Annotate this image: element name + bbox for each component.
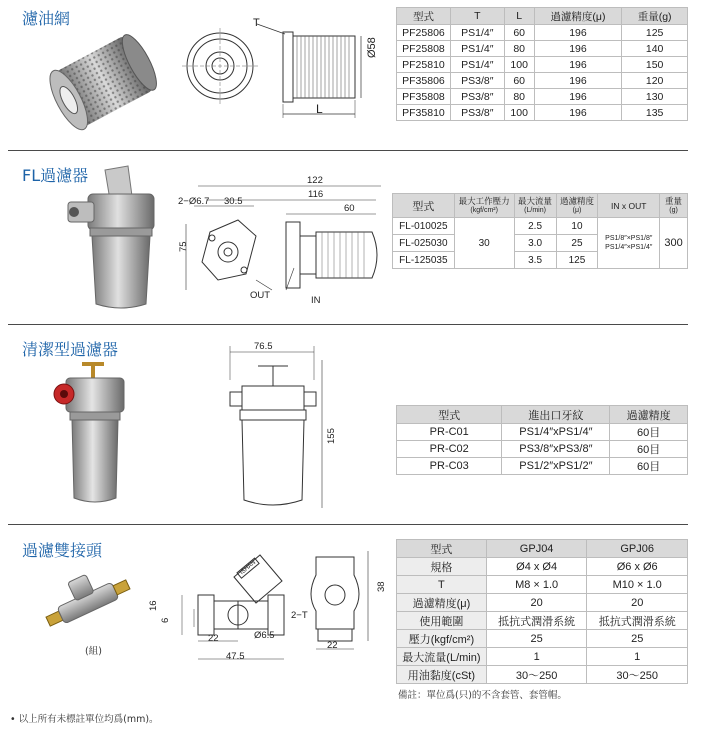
table-cell: 130 (622, 89, 688, 105)
table-row (397, 630, 688, 648)
table-cell: PF25810 (397, 57, 451, 73)
dim-22b: 22 (327, 640, 338, 651)
table-row (397, 105, 688, 121)
table-cell: 80 (504, 89, 534, 105)
table-cell: 1 (486, 648, 587, 666)
table-cell: 60目 (610, 424, 688, 441)
header-weight: 重量 (665, 195, 683, 206)
dim-38: 38 (376, 581, 387, 592)
header-cell: 型式 (393, 194, 455, 218)
double-joint-drawing (168, 545, 388, 665)
header-flow: 最大流量 (518, 195, 553, 206)
table-cell: M8 × 1.0 (486, 576, 587, 594)
table-cell: 20 (587, 594, 688, 612)
dim-6: 6 (160, 617, 171, 623)
dim-155: 155 (326, 428, 337, 444)
table-cell: 用油黏度(cSt) (397, 666, 487, 684)
header-cell (454, 194, 514, 218)
header-cell: 過濾精度(μ) (534, 8, 622, 25)
header-cell: L (504, 8, 534, 25)
table-cell: 60 (504, 25, 534, 41)
header-cell: GPJ06 (587, 540, 688, 558)
dim-75: 75 (178, 241, 189, 252)
dim-22a: 22 (208, 633, 219, 644)
table-cell: PS3/8″ (450, 105, 504, 121)
section-divider (8, 324, 688, 325)
header-cell: 型式 (397, 540, 487, 558)
table-cell: 196 (534, 57, 622, 73)
table-cell: 30 (454, 218, 514, 269)
header-cell: 過濾精度 (610, 406, 688, 424)
dim-diameter: Ø58 (366, 37, 378, 58)
table-cell: 抵抗式潤滑系統 (486, 612, 587, 630)
header-pressure-unit: (kgf/cm²) (470, 206, 498, 214)
table-cell: 120 (622, 73, 688, 89)
table-cell: PS1/4″ (450, 25, 504, 41)
table-cell: Ø6 x Ø6 (587, 558, 688, 576)
oil-strainer-spec-table (396, 7, 688, 121)
table-cell: 抵抗式潤滑系統 (587, 612, 688, 630)
inout-line-1: PS1/8″×PS1/8″ (605, 235, 653, 242)
table-cell: 25 (556, 235, 598, 252)
table-cell: 80 (504, 41, 534, 57)
table-cell: PS1/4″xPS1/4″ (502, 424, 610, 441)
header-precision-unit: (μ) (572, 206, 582, 214)
dim-76-5: 76.5 (254, 341, 273, 352)
table-row (397, 558, 688, 576)
table-cell: PS3/8″ (450, 89, 504, 105)
table-cell: 60目 (610, 458, 688, 475)
clean-filter-spec-table (396, 405, 688, 475)
table-row (397, 73, 688, 89)
table-cell: 196 (534, 73, 622, 89)
table-row (397, 424, 688, 441)
table-cell: PS1/2″xPS1/2″ (502, 458, 610, 475)
table-cell: 125 (622, 25, 688, 41)
table-cell: 30～250 (587, 666, 688, 684)
oil-strainer-front-view (182, 28, 262, 108)
table-row (397, 25, 688, 41)
oil-strainer-photo (30, 28, 180, 138)
footnote: • 以上所有未標註單位均爲(mm)。 (10, 714, 159, 725)
double-joint-photo (38, 568, 138, 638)
table-cell: PF25806 (397, 25, 451, 41)
clean-filter-drawing (222, 340, 332, 520)
header-cell: IN x OUT (598, 194, 660, 218)
section-title-clean-filter: 清潔型過濾器 (22, 340, 119, 359)
header-cell (514, 194, 556, 218)
table-cell: 150 (622, 57, 688, 73)
table-cell: 125 (556, 252, 598, 269)
table-cell: 196 (534, 25, 622, 41)
table-row (393, 218, 688, 235)
table-cell: 196 (534, 89, 622, 105)
table-cell: PF35810 (397, 105, 451, 121)
double-joint-spec-table (396, 539, 688, 684)
table-cell: PR-C01 (397, 424, 502, 441)
table-row (397, 594, 688, 612)
table-cell: 3.5 (514, 252, 556, 269)
table-cell: PF25808 (397, 41, 451, 57)
table-row (397, 441, 688, 458)
table-cell: 規格 (397, 558, 487, 576)
section-title-oil-strainer: 濾油網 (22, 9, 71, 28)
dim-l: L (316, 102, 323, 116)
section-divider (8, 150, 688, 151)
clean-filter-photo (48, 360, 138, 510)
table-cell: 140 (622, 41, 688, 57)
table-cell: 壓力(kgf/cm²) (397, 630, 487, 648)
header-cell: T (450, 8, 504, 25)
header-flow-unit: (L/min) (524, 206, 546, 214)
table-cell: PS3/8″xPS3/8″ (502, 441, 610, 458)
table-cell: 過濾精度(μ) (397, 594, 487, 612)
header-cell: 型式 (397, 8, 451, 25)
table-cell: 100 (504, 57, 534, 73)
header-weight-unit: (g) (669, 206, 678, 214)
table-cell: 196 (534, 105, 622, 121)
table-cell: 2.5 (514, 218, 556, 235)
table-cell: 60 (504, 73, 534, 89)
dim-hole: 2−Ø6.7 (178, 196, 210, 207)
table-cell: M10 × 1.0 (587, 576, 688, 594)
table-cell: 3.0 (514, 235, 556, 252)
label-out: OUT (250, 290, 271, 301)
section-divider (8, 524, 688, 525)
dim-16: 16 (148, 600, 159, 611)
table-cell: PS3/8″ (450, 73, 504, 89)
dim-30-5: 30.5 (224, 196, 243, 207)
table-cell: Ø4 x Ø4 (486, 558, 587, 576)
table-cell: T (397, 576, 487, 594)
table-row (397, 57, 688, 73)
table-row (397, 576, 688, 594)
dim-t: T (253, 17, 260, 29)
section-title-double-joint: 過濾雙接頭 (22, 541, 103, 560)
header-cell (660, 194, 688, 218)
table-cell: 10 (556, 218, 598, 235)
table-cell: 25 (486, 630, 587, 648)
table-cell: FL-010025 (393, 218, 455, 235)
dim-60: 60 (344, 203, 355, 214)
section-title-fl-filter: FL過濾器 (22, 166, 89, 185)
header-pressure: 最大工作壓力 (458, 195, 510, 206)
fl-filter-photo (60, 166, 170, 316)
brand-label: ISHAN (236, 557, 260, 579)
table-cell: 135 (622, 105, 688, 121)
table-cell: 30～250 (486, 666, 587, 684)
table-row (397, 41, 688, 57)
dim-116: 116 (308, 189, 324, 200)
header-cell: 型式 (397, 406, 502, 424)
table-row (397, 612, 688, 630)
table-cell: PF35808 (397, 89, 451, 105)
dim-122: 122 (307, 175, 323, 186)
table-row (397, 666, 688, 684)
table-row (397, 89, 688, 105)
label-in: IN (311, 295, 321, 306)
fl-filter-spec-table (392, 193, 688, 269)
table-cell: 60目 (610, 441, 688, 458)
dim-47-5: 47.5 (226, 651, 245, 662)
header-cell (556, 194, 598, 218)
header-cell: 重量(g) (622, 8, 688, 25)
dim-2t: 2−T (291, 610, 308, 621)
header-cell: 進出口牙紋 (502, 406, 610, 424)
table-cell: PR-C03 (397, 458, 502, 475)
header-cell: GPJ04 (486, 540, 587, 558)
table-cell: 1 (587, 648, 688, 666)
table-cell: PS1/4″ (450, 57, 504, 73)
remark: 備註：單位爲(只)的不含套管、套管帽。 (398, 690, 567, 701)
table-cell: FL-125035 (393, 252, 455, 269)
table-row (397, 458, 688, 475)
table-cell: PF35806 (397, 73, 451, 89)
table-cell (598, 218, 660, 269)
dim-6-5: Ø6.5 (254, 630, 275, 641)
table-row (397, 648, 688, 666)
inout-line-2: PS1/4″×PS1/4″ (605, 244, 653, 251)
header-precision: 過濾精度 (559, 195, 594, 206)
table-cell: 300 (660, 218, 688, 269)
photo-caption: (組) (85, 646, 102, 657)
table-cell: 使用範圍 (397, 612, 487, 630)
table-cell: 100 (504, 105, 534, 121)
table-cell: 20 (486, 594, 587, 612)
table-cell: 196 (534, 41, 622, 57)
table-cell: 25 (587, 630, 688, 648)
table-cell: 最大流量(L/min) (397, 648, 487, 666)
table-cell: PR-C02 (397, 441, 502, 458)
table-cell: FL-025030 (393, 235, 455, 252)
table-cell: PS1/4″ (450, 41, 504, 57)
